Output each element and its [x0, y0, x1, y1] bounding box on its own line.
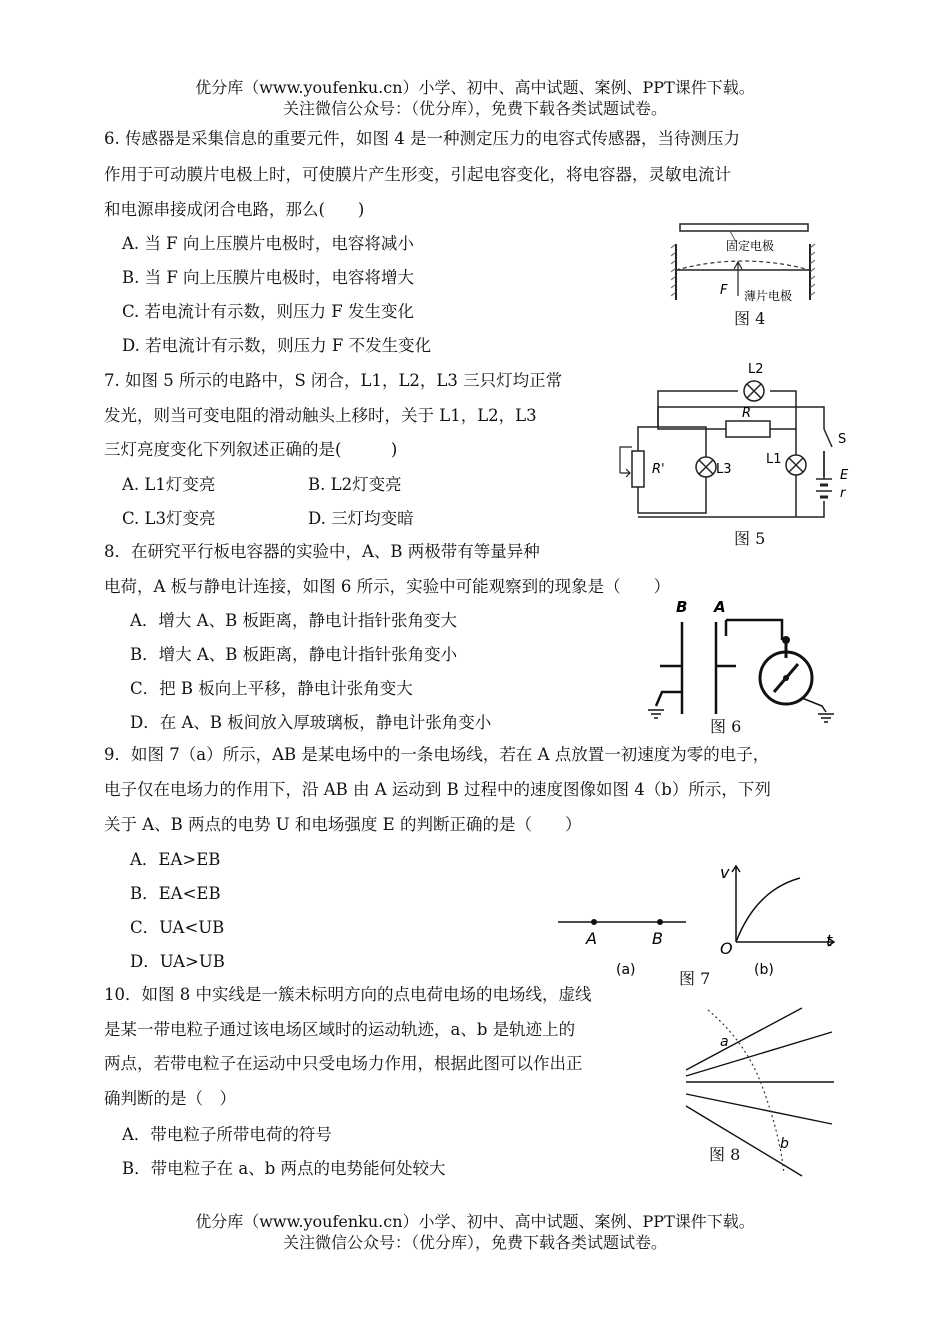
- q8-option-b: B．增大 A、B 板距离，静电计指针张角变小: [130, 645, 458, 664]
- q10-option-b: B．带电粒子在 a、b 两点的电势能何处较大: [122, 1159, 446, 1178]
- q8-line-1: 8．在研究平行板电容器的实验中，A、B 两极带有等量异种: [104, 542, 540, 561]
- lamp-L2: [744, 381, 764, 401]
- q9-option-d: D．UA>UB: [130, 952, 225, 971]
- label-v: v: [720, 863, 730, 882]
- q6-line-1: 6. 传感器是采集信息的重要元件，如图 4 是一种测定压力的电容式传感器，当待测压力: [104, 129, 740, 148]
- q10-line-1: 10．如图 8 中实线是一簇未标明方向的点电荷电场的电场线，虚线: [104, 985, 592, 1004]
- electrometer: [760, 640, 812, 704]
- q6-line-2: 作用于可动膜片电极上时，可使膜片产生形变，引起电容变化，将电容器，灵敏电流计: [104, 165, 731, 184]
- q6-option-a: A. 当 F 向上压膜片电极时，电容将减小: [122, 234, 414, 253]
- q6-option-b: B. 当 F 向上压膜片电极时，电容将增大: [122, 268, 415, 287]
- label-E: E: [840, 468, 849, 483]
- label-point-b: b: [780, 1136, 789, 1152]
- q9-line-3: 关于 A、B 两点的电势 U 和电场强度 E 的判断正确的是（ ）: [104, 815, 582, 834]
- deformed-film: [676, 261, 810, 270]
- field-line-1: [686, 1008, 802, 1070]
- lamp-L1: [786, 455, 806, 475]
- label-r: r: [840, 486, 846, 501]
- header-line-1: 优分库（www.youfenku.cn）小学、初中、高中试题、案例、PPT课件下载。: [195, 78, 755, 97]
- q6-option-d: D. 若电流计有示数，则压力 F 不发生变化: [122, 336, 432, 355]
- label-L3: L3: [716, 462, 732, 477]
- q6-option-c: C. 若电流计有示数，则压力 F 发生变化: [122, 302, 414, 321]
- figure-6-electrometer: [642, 596, 842, 726]
- label-point-a: a: [720, 1034, 729, 1050]
- figure-7a-field-line: [556, 900, 696, 980]
- figure-7b-velocity-time: [716, 860, 846, 980]
- rheostat-R-prime: [632, 451, 644, 487]
- q7-option-a: A. L1灯变亮: [122, 475, 216, 494]
- q9-line-1: 9．如图 7（a）所示，AB 是某电场中的一条电场线，若在 A 点放置一初速度为零的电子，: [104, 745, 770, 764]
- label-t: t: [826, 931, 833, 950]
- point-A: [591, 919, 597, 925]
- q9-option-c: C．UA<UB: [130, 918, 225, 937]
- footer-line-1: 优分库（www.youfenku.cn）小学、初中、高中试题、案例、PPT课件下载。: [195, 1212, 755, 1231]
- battery-E: [816, 479, 832, 497]
- resistor-R: [726, 421, 770, 437]
- label-film-electrode: 薄片电极: [744, 289, 793, 303]
- label-b: (b): [754, 962, 774, 978]
- q7-option-c: C. L3灯变亮: [122, 509, 216, 528]
- label-a: (a): [616, 962, 636, 978]
- field-line-2: [686, 1032, 832, 1076]
- q9-option-a: A．EA>EB: [130, 850, 221, 869]
- label-L2: L2: [748, 362, 764, 377]
- lamp-L3: [696, 457, 716, 477]
- label-B: B: [652, 929, 663, 948]
- figure-7-caption: 图 7: [679, 969, 711, 988]
- figure-4-caption: 图 4: [734, 309, 766, 328]
- label-L1: L1: [766, 452, 782, 467]
- label-plate-A: A: [714, 598, 726, 616]
- q7-line-3: 三灯亮度变化下列叙述正确的是( ): [104, 440, 398, 459]
- fixed-electrode-plate: [680, 224, 808, 231]
- figure-8-field-lines: [684, 1002, 844, 1182]
- label-A: A: [586, 929, 597, 948]
- q9-line-2: 电子仅在电场力的作用下，沿 AB 由 A 运动到 B 过程中的速度图像如图 4（b）所示，下列: [104, 780, 771, 799]
- q10-line-4: 确判断的是（ ）: [104, 1089, 236, 1108]
- q6-line-3: 和电源串接成闭合电路，那么( ): [104, 200, 365, 219]
- q10-option-a: A．带电粒子所带电荷的符号: [122, 1125, 332, 1144]
- q7-line-2: 发光，则当可变电阻的滑动触头上移时，关于 L1，L2，L3: [104, 406, 537, 425]
- figure-8-caption: 图 8: [709, 1145, 741, 1164]
- q7-line-1: 7. 如图 5 所示的电路中，S 闭合，L1，L2，L3 三只灯均正常: [104, 371, 563, 390]
- switch-S: [824, 429, 832, 447]
- figure-5-caption: 图 5: [734, 529, 766, 548]
- label-S: S: [838, 432, 847, 447]
- q8-option-d: D．在 A、B 板间放入厚玻璃板，静电计张角变小: [130, 713, 492, 732]
- q8-line-2: 电荷，A 板与静电计连接，如图 6 所示，实验中可能观察到的现象是（ ）: [104, 577, 671, 596]
- label-fixed-electrode: 固定电极: [726, 239, 775, 253]
- q8-option-a: A．增大 A、B 板距离，静电计指针张角变大: [130, 611, 457, 630]
- header-line-2: 关注微信公众号：（优分库），免费下载各类试题试卷。: [282, 99, 667, 118]
- velocity-curve: [736, 878, 800, 942]
- label-R: R: [742, 406, 752, 421]
- label-R-prime: R': [652, 462, 665, 477]
- figure-4-capacitive-sensor: [668, 222, 818, 307]
- q9-option-b: B．EA<EB: [130, 884, 221, 903]
- label-force-F: F: [720, 283, 728, 298]
- label-O: O: [720, 939, 733, 958]
- q7-option-b: B. L2灯变亮: [308, 475, 402, 494]
- q8-option-c: C．把 B 板向上平移，静电计张角变大: [130, 679, 413, 698]
- q7-option-d: D. 三灯均变暗: [308, 509, 414, 528]
- q10-line-2: 是某一带电粒子通过该电场区域时的运动轨迹，a、b 是轨迹上的: [104, 1020, 576, 1039]
- figure-6-caption: 图 6: [710, 717, 742, 736]
- label-plate-B: B: [676, 598, 688, 616]
- q10-line-3: 两点，若带电粒子在运动中只受电场力作用，根据此图可以作出正: [104, 1054, 583, 1073]
- figure-5-circuit: [618, 355, 854, 525]
- footer-line-2: 关注微信公众号：（优分库），免费下载各类试题试卷。: [282, 1233, 667, 1252]
- point-B: [657, 919, 663, 925]
